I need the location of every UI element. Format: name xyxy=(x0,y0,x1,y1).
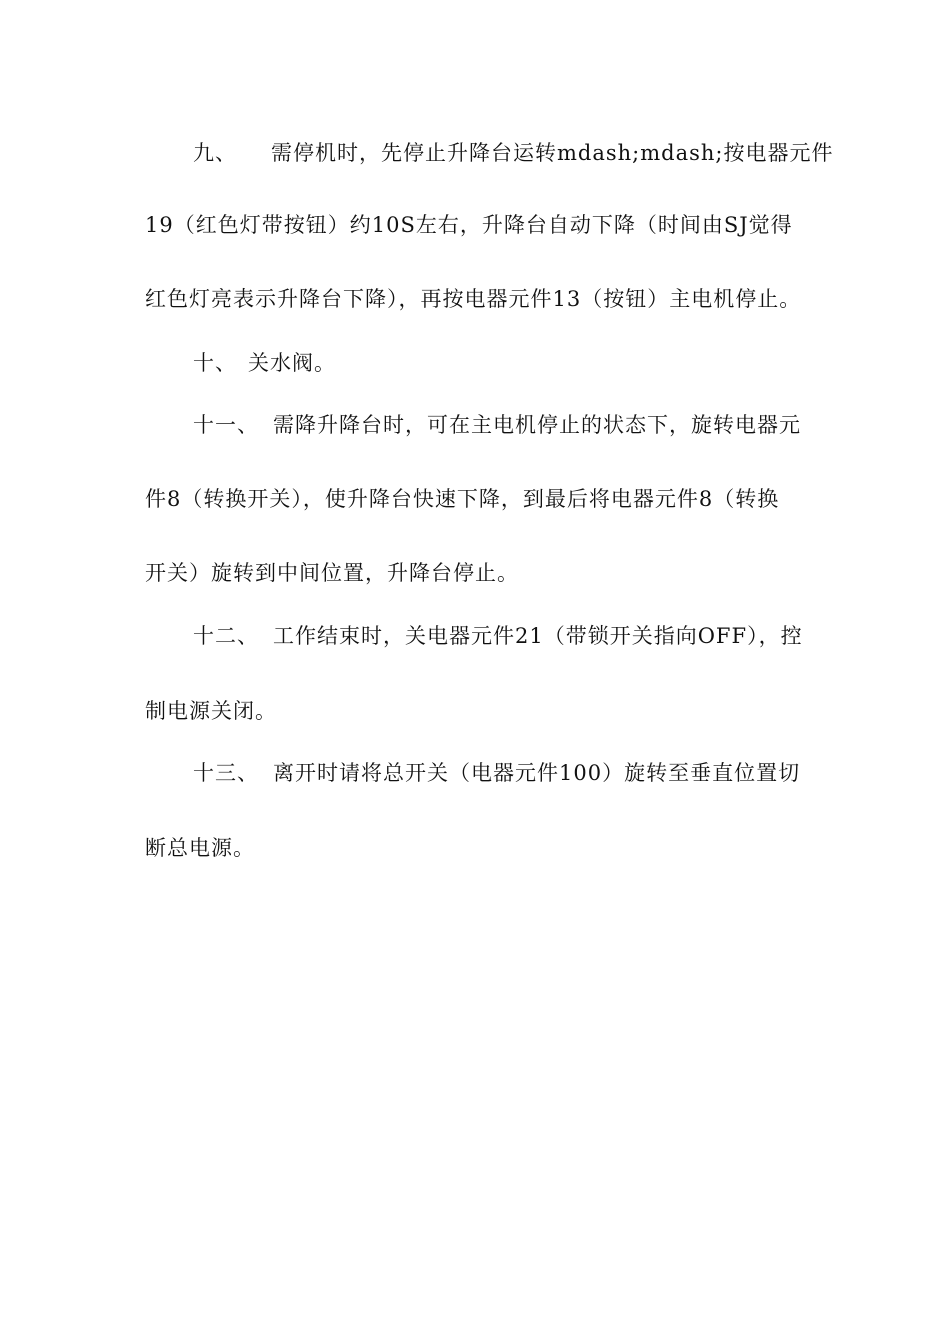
section-13-line-1 xyxy=(193,758,810,788)
section-11-line-1 xyxy=(193,410,810,440)
section-11-line-3: 开关）旋转到中间位置，升降台停止。 xyxy=(145,561,519,585)
section-12-line-2: 制电源关闭。 xyxy=(145,699,277,723)
section-12-text-1: 工作结束时，关电器元件21（带锁开关指向OFF），控 xyxy=(273,624,803,648)
section-10-text-1: 关水阀。 xyxy=(248,351,336,375)
section-10-line-1 xyxy=(193,348,810,378)
section-11-text-1: 需降升降台时，可在主电机停止的状态下，旋转电器元 xyxy=(273,413,801,437)
section-12-number: 十二、 xyxy=(193,624,259,648)
section-12-line-1 xyxy=(193,621,810,651)
section-9-line-3: 红色灯亮表示升降台下降），再按电器元件13（按钮）主电机停止。 xyxy=(145,287,802,311)
section-13-number: 十三、 xyxy=(193,761,259,785)
section-9-line-2: 19（红色灯带按钮）约10S左右，升降台自动下降（时间由SJ觉得 xyxy=(145,213,793,237)
section-10-number: 十、 xyxy=(193,351,237,375)
section-11-line-2: 件8（转换开关），使升降台快速下降，到最后将电器元件8（转换 xyxy=(145,487,780,511)
section-13-text-1: 离开时请将总开关（电器元件100）旋转至垂直位置切 xyxy=(273,761,801,785)
section-9-line-1 xyxy=(193,138,834,168)
section-9-text-1: 需停机时，先停止升降台运转mdash;mdash;按电器元件 xyxy=(271,141,834,165)
section-9-number: 九、 xyxy=(193,141,237,165)
section-13-line-2: 断总电源。 xyxy=(145,836,255,860)
section-11-number: 十一、 xyxy=(193,413,259,437)
